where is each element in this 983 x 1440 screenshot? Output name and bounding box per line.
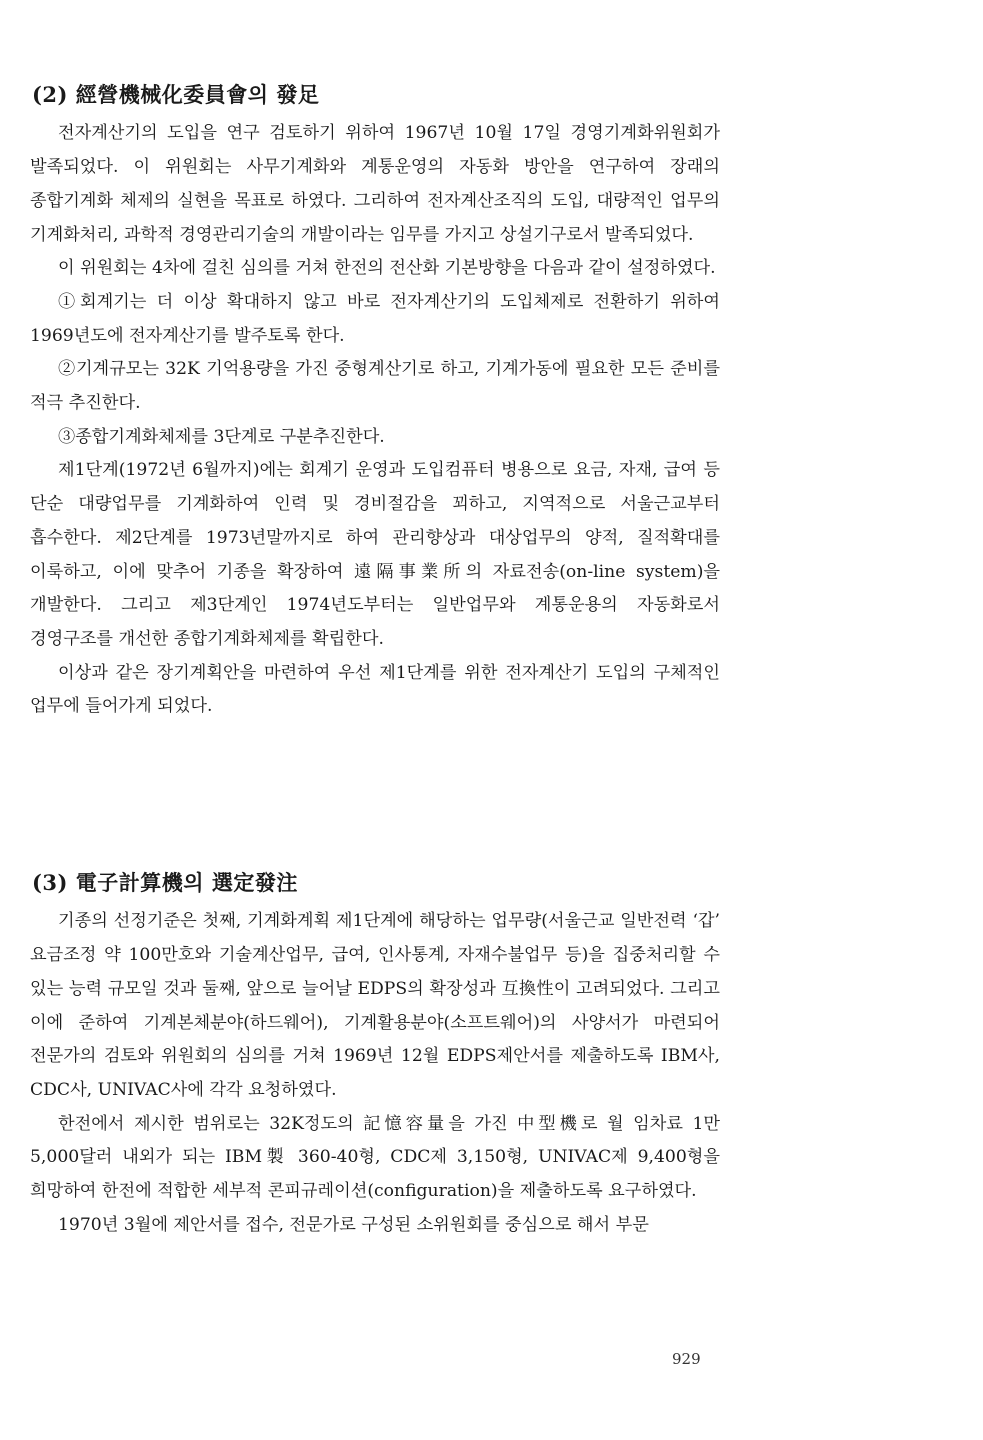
page-number: 929 <box>672 1350 701 1368</box>
paragraph: 기종의 선정기준은 첫째, 기계화계획 제1단계에 해당하는 업무량(서울근교 일반전력 ‘갑’ 요금조정 약 100만호와 기술계산업무, 급여, 인사통계, 자재수불업무 등)을 집중처리할 수 있는 능력 규모일 것과 둘째, 앞으로 늘어날 EDPS의 확장성과 互換性이 고려되었다. 그리고 이에 준하여 기계본체분야(하드웨어), 기계활용분야(소프트웨어)의 사양서가 마련되어 전문가의 검토와 위원회의 심의를 거쳐 1969년 12월 EDPS제안서를 제출하도록 IBM사, CDC사, UNIVAC사에 각각 요청하였다. <box>30 911 720 1100</box>
paragraph: 이 위원회는 4차에 걸친 심의를 거쳐 한전의 전산화 기본방향을 다음과 같이 설정하였다. <box>58 258 716 279</box>
section-heading: (3) 電子計算機의 選定發注 <box>32 870 298 895</box>
paragraph: 한전에서 제시한 범위로는 32K정도의 記憶容量을 가진 中型機로 월 임차료 1만 5,000달러 내외가 되는 IBM製 360-40형, CDC제 3,150형, UNIVAC제 9,400형을 희망하여 한전에 적합한 세부적 콘피규레이션(configuration)을 제출하도록 요구하였다. <box>30 1113 720 1202</box>
section-management-mechanization-committee <box>30 80 720 724</box>
list-item: ①회계기는 더 이상 확대하지 않고 바로 전자계산기의 도입체제로 전환하기 위하여 1969년도에 전자계산기를 발주토록 한다. <box>30 291 720 346</box>
paragraph: 이상과 같은 장기계획안을 마련하여 우선 제1단계를 위한 전자계산기 도입의 구체적인 업무에 들어가게 되었다. <box>30 662 720 717</box>
paragraph: 전자계산기의 도입을 연구 검토하기 위하여 1967년 10월 17일 경영기계화위원회가 발족되었다. 이 위원회는 사무기계화와 계통운영의 자동화 방안을 연구하여 장래의 종합기계화 체제의 실현을 목표로 하였다. 그리하여 전자계산조직의 도입, 대량적인 업무의 기계화처리, 과학적 경영관리기술의 개발이라는 임무를 가지고 상설기구로서 발족되었다. <box>30 123 720 245</box>
section-computer-selection-order <box>30 868 720 1242</box>
section-heading: (2) 經營機械化委員會의 發足 <box>32 82 320 107</box>
paragraph: 1970년 3월에 제안서를 접수, 전문가로 구성된 소위원회를 중심으로 해서 부문 <box>58 1214 649 1235</box>
list-item: ②기계규모는 32K 기억용량을 가진 중형계산기로 하고, 기계가동에 필요한 모든 준비를 적극 추진한다. <box>30 359 720 414</box>
list-item: ③종합기계화체제를 3단계로 구분추진한다. <box>58 426 385 447</box>
paragraph: 제1단계(1972년 6월까지)에는 회계기 운영과 도입컴퓨터 병용으로 요금, 자재, 급여 등 단순 대량업무를 기계화하여 인력 및 경비절감을 꾀하고, 지역적으로 서울근교부터 흡수한다. 제2단계를 1973년말까지로 하여 관리향상과 대상업무의 양적, 질적확대를 이룩하고, 이에 맞추어 기종을 확장하여 遠隔事業所의 자료전송(on-line system)을 개발한다. 그리고 제3단계인 1974년도부터는 일반업무와 계통운용의 자동화로서 경영구조를 개선한 종합기계화체제를 확립한다. <box>30 460 720 649</box>
